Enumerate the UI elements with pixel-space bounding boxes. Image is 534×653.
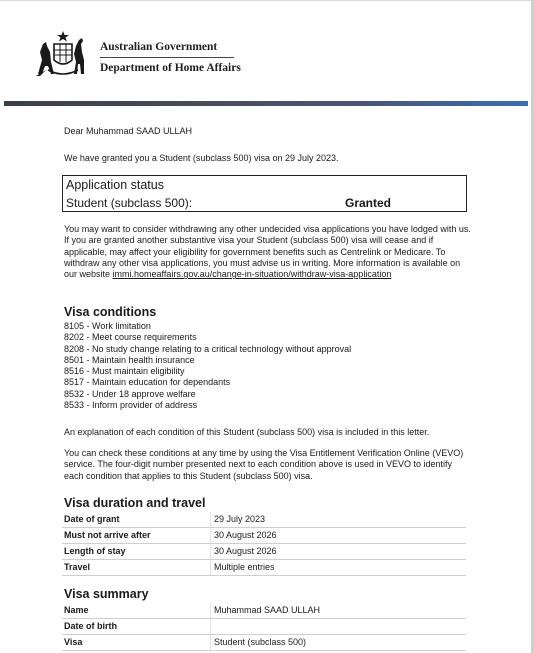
application-status-value: Granted — [345, 196, 392, 210]
condition-item: 8532 - Under 18 approve welfare — [64, 388, 196, 399]
salutation: Dear Muhammad SAAD ULLAH — [64, 126, 193, 136]
row-key: Travel — [64, 562, 91, 572]
department-name: Department of Home Affairs — [100, 62, 241, 74]
table-row — [62, 619, 466, 635]
letterhead-divider — [100, 57, 234, 58]
table-row — [62, 528, 466, 544]
letterhead — [34, 30, 334, 82]
row-value: 30 August 2026 — [214, 530, 277, 540]
table-row — [62, 560, 466, 576]
visa-conditions-heading: Visa conditions — [64, 305, 157, 319]
condition-item: 8105 - Work limitation — [64, 321, 151, 331]
withdraw-link[interactable]: immi.homeaffairs.gov.au/change-in-situation/withdraw-visa-application — [112, 269, 392, 280]
table-row — [62, 603, 466, 619]
visa-summary-table — [62, 603, 466, 651]
condition-item: 8516 - Must maintain eligibility — [64, 366, 185, 377]
page-top-edge — [0, 0, 534, 1]
table-row — [62, 635, 466, 651]
grant-statement: We have granted you a Student (subclass 500) visa on 29 July 2023. — [64, 153, 339, 163]
row-key: Date of grant — [64, 514, 120, 524]
condition-item: 8517 - Maintain education for dependants — [64, 377, 231, 388]
condition-item: 8501 - Maintain health insurance — [64, 354, 195, 365]
government-name: Australian Government — [100, 41, 218, 53]
row-key: Name — [64, 605, 89, 615]
vevo-paragraph: You can check these conditions at any time by using the Visa Entitlement Verification Online (VEVO) service. The four-digit number presented next to each condition above is used in VEVO to identify each condition that applies to this Student (subclass 500) visa. — [64, 448, 464, 481]
condition-item: 8202 - Meet course requirements — [64, 332, 197, 343]
row-value: Student (subclass 500) — [214, 637, 307, 647]
coat-of-arms-icon — [34, 30, 92, 78]
table-row — [62, 512, 466, 528]
application-status-label: Student (subclass 500): — [66, 196, 193, 210]
visa-summary-heading: Visa summary — [64, 587, 149, 601]
application-status-title: Application status — [66, 178, 164, 192]
row-value: 29 July 2023 — [214, 514, 266, 524]
row-value: 30 August 2026 — [214, 546, 277, 556]
application-status-box — [62, 175, 467, 212]
table-row — [62, 544, 466, 560]
conditions-explanation: An explanation of each condition of this Student (subclass 500) visa is included in this letter. — [64, 427, 430, 437]
condition-item: 8208 - No study change relating to a critical technology without approval — [64, 343, 352, 354]
row-key: Visa — [64, 637, 83, 647]
row-key: Date of birth — [64, 621, 117, 631]
row-value: Multiple entries — [214, 562, 275, 572]
row-value: Muhammad SAAD ULLAH — [214, 605, 321, 615]
withdraw-paragraph — [64, 224, 474, 280]
row-key: Must not arrive after — [64, 530, 151, 540]
row-key: Length of stay — [64, 546, 126, 556]
visa-duration-heading: Visa duration and travel — [64, 496, 206, 510]
visa-conditions-list — [64, 321, 351, 411]
condition-item: 8533 - Inform provider of address — [64, 400, 198, 411]
header-banner — [4, 101, 528, 106]
visa-duration-table — [62, 512, 466, 576]
withdraw-text: You may want to consider withdrawing any other undecided visa applications you have lodged with us. If you are granted another substantive visa your Student (subclass 500) visa will cease and if applicable, may affect your eligibility for government benefits such as Centrelink or Medicare. To withdraw any other visa applications, you must advise us in writing. More information is available on our website — [64, 224, 471, 280]
